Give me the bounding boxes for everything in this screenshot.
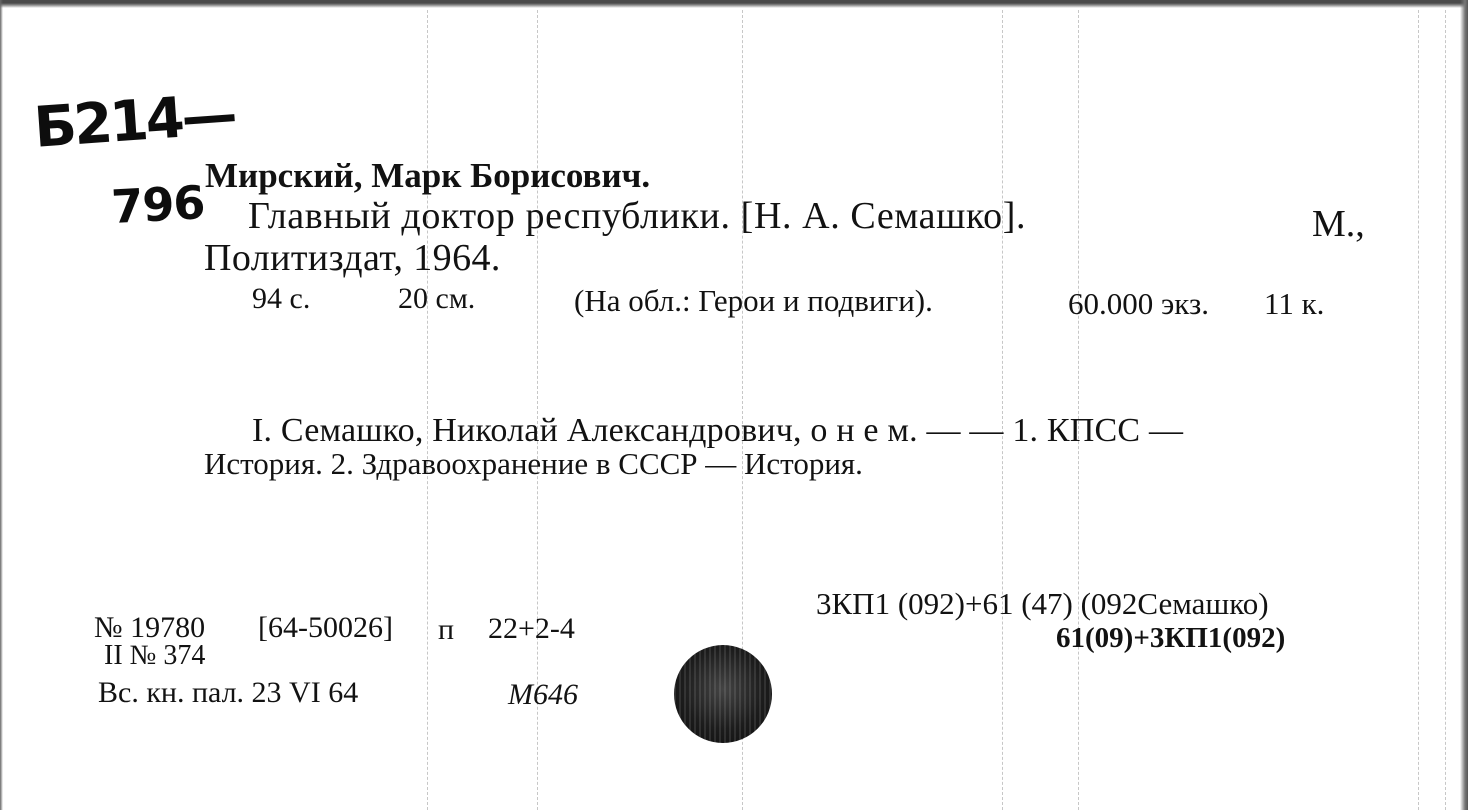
registration-date: Вс. кн. пал. 23 VI 64 — [98, 676, 359, 709]
series-note: (На обл.: Герои и подвиги). — [574, 283, 933, 318]
fold-line — [427, 10, 428, 810]
subject-entries-line1: I. Семашко, Николай Александрович, о н е м. — — 1. КПСС — — [252, 412, 1184, 449]
publication-place: М., — [1312, 203, 1365, 245]
registration-code: М646 — [508, 678, 578, 711]
print-run: 60.000 экз. — [1068, 286, 1209, 321]
fold-line — [1418, 10, 1419, 810]
book-size: 20 см. — [398, 282, 476, 315]
book-title: Главный доктор республики. [Н. А. Семашко]. — [248, 195, 1027, 237]
classification-index-1: 3КП1 (092)+61 (47) (092Семашко) — [816, 586, 1269, 621]
punch-hole — [674, 645, 772, 743]
scan-edge-left — [0, 0, 3, 810]
fold-line — [1445, 10, 1446, 810]
publisher-year: Политиздат, 1964. — [204, 237, 501, 279]
scan-edge-right — [1460, 0, 1468, 810]
price: 11 к. — [1264, 286, 1325, 321]
call-number-handwritten-2: 796 — [110, 175, 206, 234]
classification-index-2: 61(09)+3КП1(092) — [1056, 622, 1286, 654]
record-number: № 19780 — [94, 611, 206, 644]
author-heading: Мирский, Марк Борисович. — [205, 156, 651, 195]
record-ii-number: II № 374 — [104, 640, 206, 671]
page-count: 94 с. — [252, 282, 311, 315]
scan-edge-top — [0, 0, 1468, 8]
call-number-handwritten: Б214— — [32, 82, 237, 161]
subject-entries-line2: История. 2. Здравоохранение в СССР — История. — [204, 446, 863, 481]
record-letter: п — [438, 613, 455, 646]
record-formula: 22+2-4 — [488, 612, 575, 645]
fold-line — [1078, 10, 1079, 810]
record-code: [64-50026] — [258, 611, 393, 644]
fold-line — [1002, 10, 1003, 810]
